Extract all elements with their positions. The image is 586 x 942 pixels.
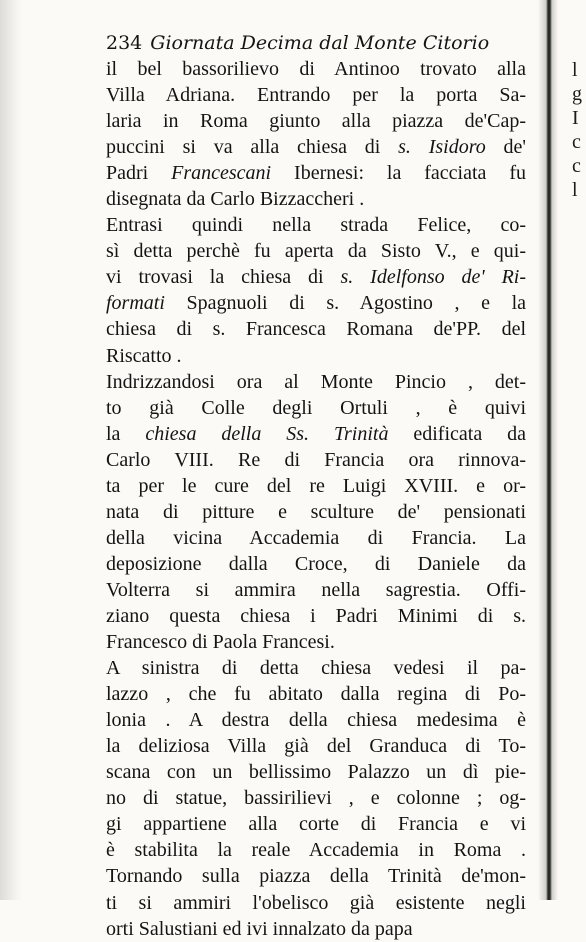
text-run: Carlo VIII. Re di Francia ora rinnova- (106, 448, 526, 471)
text-line (106, 759, 526, 785)
text-line (106, 916, 526, 942)
book-page (106, 30, 526, 942)
page-left-margin (0, 0, 22, 900)
text-run: puccini si va alla chiesa di (106, 136, 399, 159)
text-run: de' (485, 136, 527, 159)
next-page-fragment: c (572, 155, 581, 177)
text-line (106, 369, 526, 395)
text-line (106, 473, 526, 499)
text-run: Entrasi quindi nella strada Felice, co- (106, 214, 526, 237)
text-line (106, 108, 526, 134)
text-run: chiesa di s. Francesca Romana de'PP. del (106, 318, 526, 341)
text-run: il bel bassorilievo di Antinoo trovato alla (106, 58, 526, 80)
text-line (106, 655, 526, 681)
text-run: scana con un bellissimo Palazzo un dì pie- (106, 761, 526, 784)
text-line (106, 837, 526, 863)
text-run: Villa Adriana. Entrando per la porta Sa- (106, 84, 526, 107)
text-line (106, 343, 526, 369)
text-line (106, 863, 526, 889)
text-run: nata di pitture e sculture de' pensionati (106, 500, 526, 523)
text-run: laria in Roma giunto alla piazza de'Cap- (106, 110, 526, 133)
text-run: sì detta perchè fu aperta da Sisto V., e qui- (106, 240, 526, 263)
text-run: Volterra si ammira nella sagrestia. Offi- (106, 578, 526, 601)
text-line (106, 629, 526, 655)
body-text (106, 56, 526, 942)
text-line (106, 447, 526, 473)
text-line (106, 551, 526, 577)
next-page-fragment: g (572, 83, 582, 105)
italic-text: chiesa della Ss. Trinità (145, 422, 389, 445)
text-run: ta per le cure del re Luigi XVIII. e or- (106, 474, 526, 497)
text-run: orti Salustiani ed ivi innalzato da papa (106, 917, 413, 940)
text-run: Padri (106, 162, 172, 185)
italic-text: s. Isidoro (398, 136, 486, 159)
text-run: la (106, 422, 146, 445)
text-line (106, 890, 526, 916)
text-run: della vicina Accademia di Francia. La (106, 526, 526, 549)
text-run: Riscatto . (106, 344, 182, 367)
text-line (106, 134, 526, 160)
text-run: vi trovasi la chiesa di (106, 266, 341, 289)
text-run: deposizione dalla Croce, di Daniele da (106, 552, 526, 575)
page-header (106, 30, 526, 56)
text-run: Spagnuoli di s. Agostino , e la (164, 292, 526, 315)
text-run: no di statue, bassirilievi , e colonne ; og- (106, 787, 526, 810)
text-run: Tornando sulla piazza della Trinità de'mon- (106, 865, 526, 888)
text-run: to già Colle degli Ortuli , è quivi (106, 396, 526, 419)
text-run: edificata da (388, 422, 527, 445)
text-run: ti si ammiri l'obelisco già esistente negli (106, 891, 526, 914)
text-run: disegnata da Carlo Bizzaccheri . (106, 188, 365, 211)
text-line (106, 56, 526, 82)
text-run: lonia . A destra della chiesa medesima è (106, 709, 526, 732)
next-page-edge (572, 58, 586, 202)
text-run: Francesco di Paola Francesi. (106, 631, 335, 654)
text-line (106, 811, 526, 837)
running-head: Giornata Decima dal Monte Citorio (150, 32, 490, 54)
text-line (106, 316, 526, 342)
text-line (106, 707, 526, 733)
text-run: A sinistra di detta chiesa vedesi il pa- (106, 657, 526, 680)
text-line (106, 421, 526, 447)
text-line (106, 264, 526, 290)
next-page-fragment: l (572, 59, 578, 81)
text-run: Indrizzandosi ora al Monte Pincio , det- (106, 370, 526, 393)
text-line (106, 186, 526, 212)
text-run: gi appartiene alla corte di Francia e vi (106, 813, 526, 836)
text-run: Ibernesi: la facciata fu (271, 162, 526, 185)
text-line (106, 681, 526, 707)
italic-text: s. Idelfonso de' Ri- (340, 266, 527, 289)
next-page-fragment: I (572, 107, 579, 129)
text-line (106, 577, 526, 603)
text-run: è stabilita la reale Accademia in Roma . (106, 839, 526, 862)
text-line (106, 290, 526, 316)
page-number: 234 (106, 32, 143, 54)
book-gutter (538, 0, 558, 900)
text-line (106, 212, 526, 238)
text-run: la deliziosa Villa già del Granduca di To- (106, 735, 526, 758)
text-line (106, 238, 526, 264)
text-line (106, 603, 526, 629)
text-line (106, 525, 526, 551)
text-run: lazzo , che fu abitato dalla regina di Po- (106, 683, 526, 706)
text-line (106, 160, 526, 186)
italic-text: Francescani (171, 162, 272, 185)
italic-text: formati (106, 292, 165, 315)
text-line (106, 395, 526, 421)
next-page-fragment: l (572, 179, 578, 201)
text-line (106, 733, 526, 759)
text-line (106, 82, 526, 108)
text-run: ziano questa chiesa i Padri Minimi di s. (106, 604, 526, 627)
next-page-fragment: c (572, 131, 581, 153)
text-line (106, 499, 526, 525)
text-line (106, 785, 526, 811)
